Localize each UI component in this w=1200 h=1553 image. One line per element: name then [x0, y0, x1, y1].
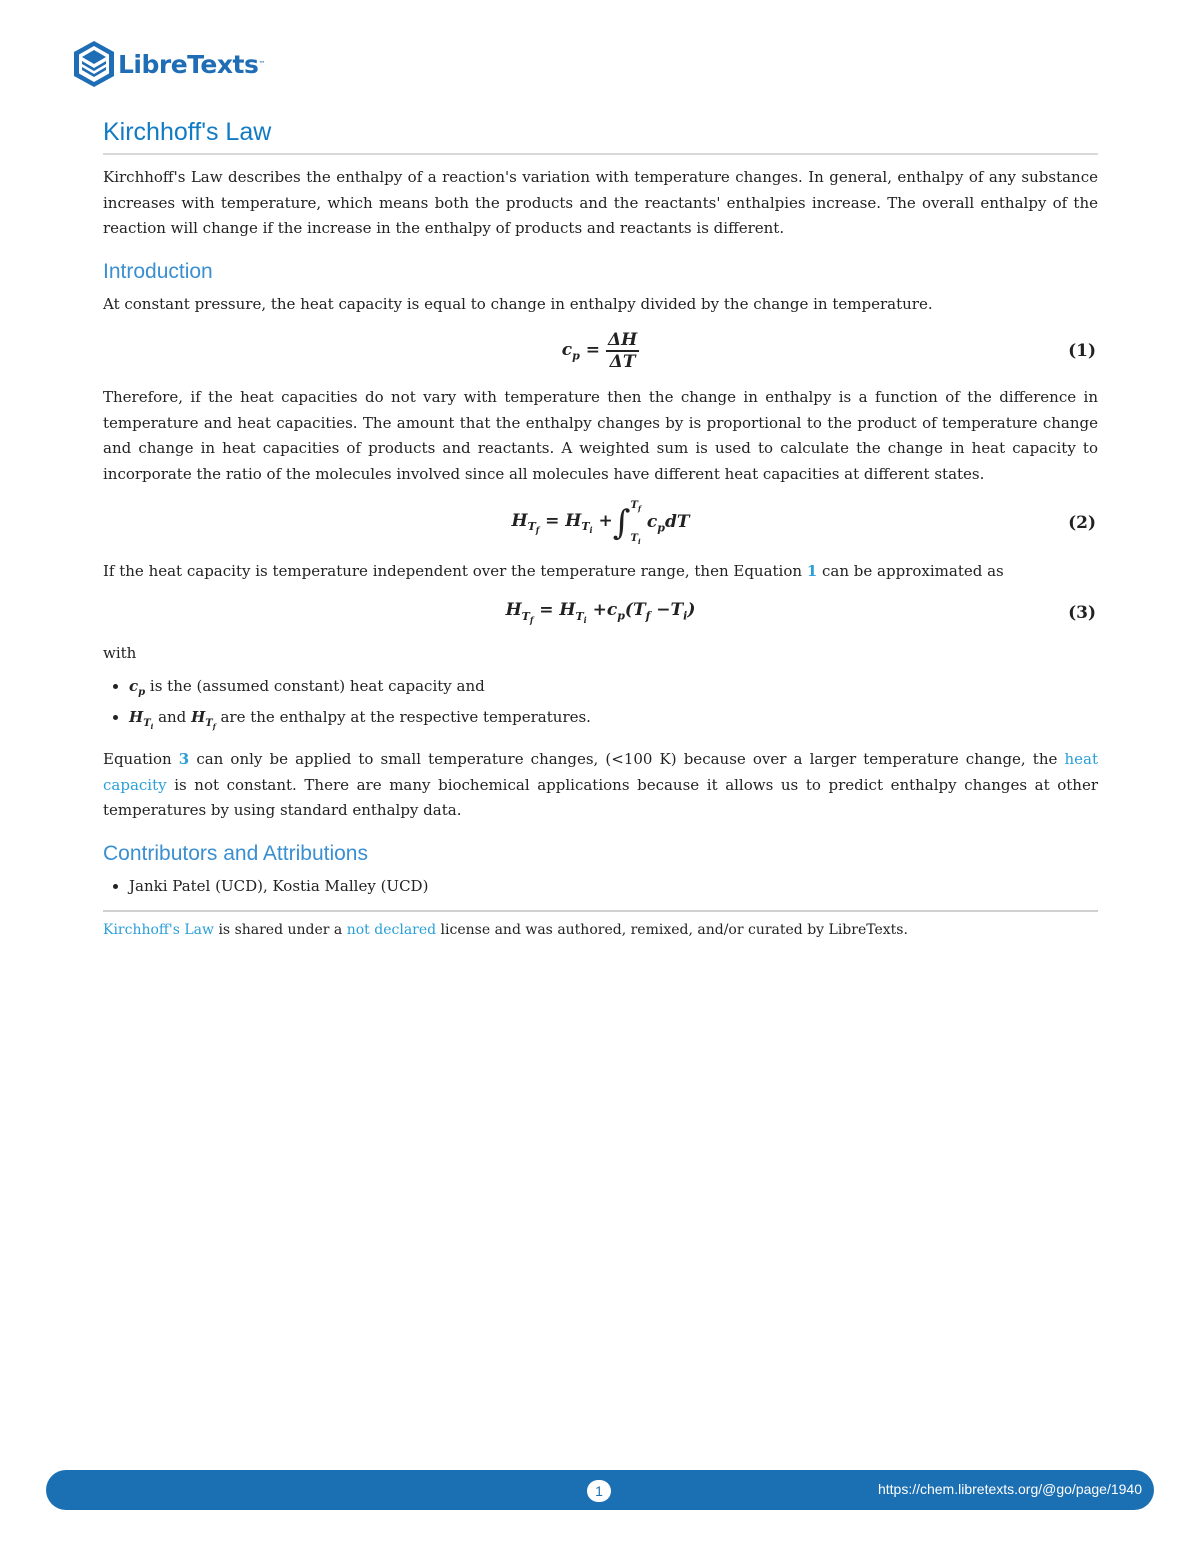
list-item: • $c_p$ is the (assumed constant) heat capacity and [129, 674, 1098, 705]
libretexts-logo-icon [72, 40, 116, 88]
equation-3-ref[interactable]: 3 [178, 750, 190, 768]
equation-1-number: (1) [1068, 341, 1096, 361]
p3-text-after: can be approximated as [817, 562, 1004, 580]
contributors-list [103, 874, 1098, 898]
introduction-heading: Introduction [103, 259, 213, 283]
intro-paragraph: Kirchhoff's Law describes the enthalpy of a reaction's variation with temperature changes. In general, enthalpy of any substance increases with temperature, which means both the products and the reactants' enthalpies increase. The overall enthalpy of the reaction will change if the increase in the enthalpy of products and reactants is different. [103, 168, 1098, 237]
logo-wordmark: LibreTexts [118, 49, 259, 79]
equation-1-ref[interactable]: 1 [806, 562, 818, 580]
libretexts-logo[interactable] [72, 40, 265, 88]
page-link[interactable]: Kirchhoff's Law [103, 921, 214, 938]
page-content [103, 118, 1098, 951]
with-text: with [103, 643, 137, 662]
page-number-badge: 1 [587, 1480, 611, 1502]
footer-url-link[interactable]: https://chem.libretexts.org/@go/page/1940 [877, 1481, 1142, 1497]
equation-2: $H_{T_f} = H_{T_i}$ + ∫ $T_f$ $T_i$ $c_pdT$ (2) [511, 500, 1096, 546]
introduction-p4: Equation 3 can only be applied to small temperature changes, (<100 K) because over a larger temperature change, the heat capacity is not constant. There are many biochemical applications because it allows us to predict enthalpy changes at other temperatures by using standard enthalpy data. [103, 750, 1098, 819]
license-link[interactable]: not declared [346, 921, 437, 938]
contributors-heading: Contributors and Attributions [103, 841, 368, 865]
p3-text-before: If the heat capacity is temperature independent over the temperature range, then Equation [103, 562, 807, 580]
equation-3: $H_{T_f} = H_{T_i} +c_p(T_f -T_i)$ (3) [505, 600, 1096, 625]
introduction-p2: Therefore, if the heat capacities do not vary with temperature then the change in enthalpy is a function of the difference in temperature and heat capacities. The amount that the enthalpy changes by is proportional to the product of temperature change and change in heat capacities of products and reactants. A weighted sum is used to calculate the change in heat capacity to incorporate the ratio of the molecules involved since all molecules have different heat capacities at different states. [103, 388, 1098, 483]
list-item: • $H_{T_i}$ and $H_{T_f}$ are the enthalpy at the respective temperatures. [129, 705, 1098, 739]
license-statement: Kirchhoff's Law is shared under a not declared license and was authored, remixed, and/or curated by LibreTexts. [103, 910, 1098, 944]
variables-list [103, 674, 1098, 739]
equation-3-number: (3) [1068, 602, 1096, 623]
equation-1: $c_p$ = $\frac{\Delta H}{\Delta T}$ (1) [561, 330, 1096, 372]
page-title: Kirchhoff's Law [103, 118, 1098, 155]
heat-capacity-link[interactable]: heat capacity [103, 750, 1098, 794]
introduction-p3 [103, 559, 1098, 585]
list-item: • Janki Patel (UCD), Kostia Malley (UCD) [129, 874, 1098, 898]
introduction-p1: At constant pressure, the heat capacity is equal to change in enthalpy divided by the change in temperature. [103, 294, 933, 313]
equation-2-number: (2) [1068, 513, 1096, 533]
logo-trademark: ™ [258, 60, 266, 68]
